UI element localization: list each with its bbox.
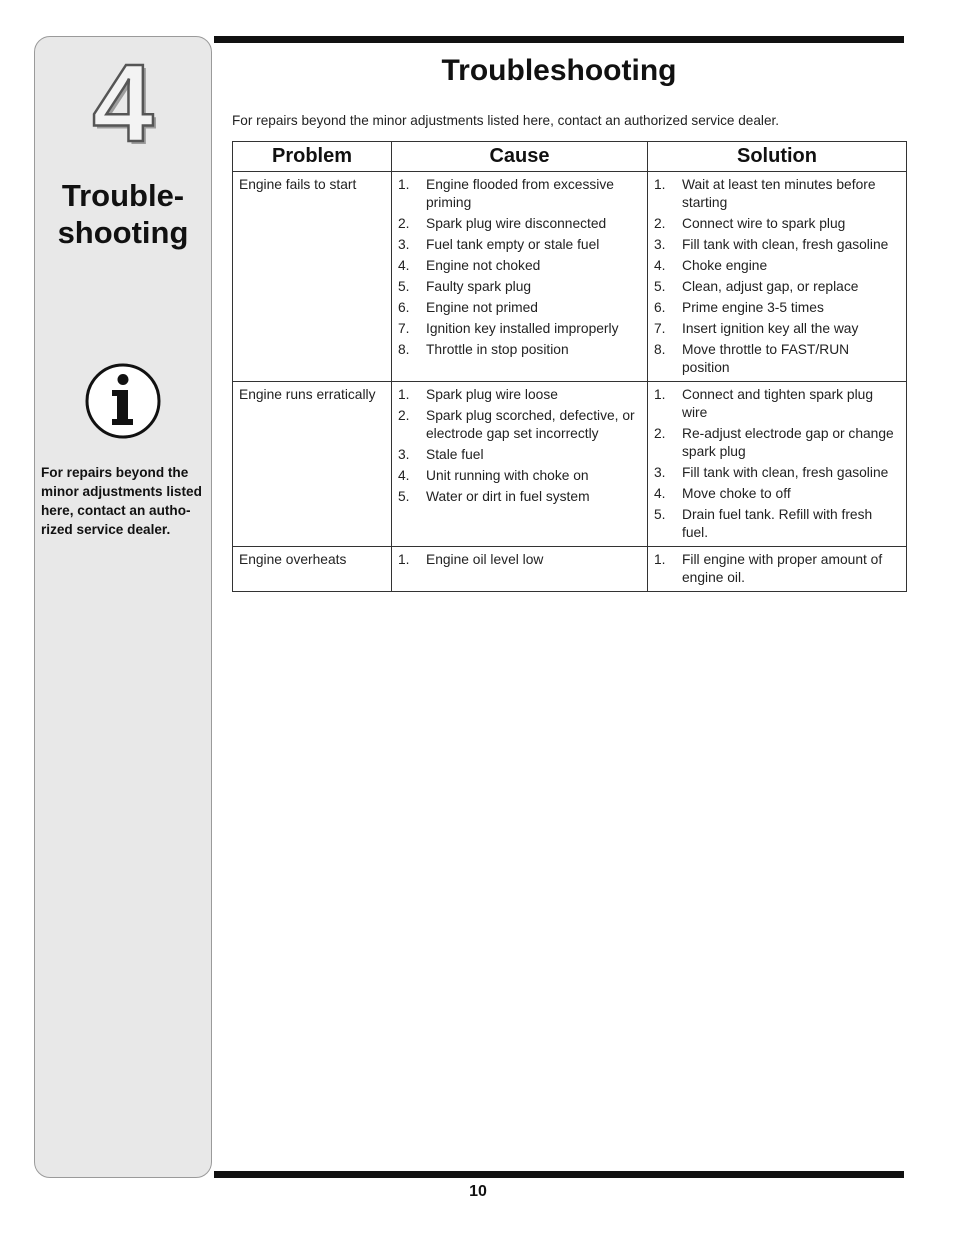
cause-item <box>398 446 641 464</box>
solution-cell <box>648 172 907 382</box>
cause-list <box>398 386 641 506</box>
solution-item-number: 1. <box>654 552 666 567</box>
cause-item-text: Spark plug wire loose <box>426 387 558 402</box>
cause-item-text: Engine flooded from excessive priming <box>426 177 614 210</box>
cause-item-number: 6. <box>398 300 410 315</box>
top-rule <box>214 36 904 43</box>
cause-item <box>398 467 641 485</box>
cause-item <box>398 341 641 359</box>
sidebar-title <box>35 177 211 251</box>
table-row <box>233 172 907 382</box>
cause-item-number: 4. <box>398 258 410 273</box>
solution-item <box>654 464 900 482</box>
solution-item-number: 2. <box>654 426 666 441</box>
cause-list <box>398 551 641 569</box>
cause-item-number: 8. <box>398 342 410 357</box>
solution-item-text: Clean, adjust gap, or replace <box>682 279 859 294</box>
solution-cell <box>648 382 907 547</box>
solution-item-number: 1. <box>654 177 666 192</box>
solution-item <box>654 257 900 275</box>
cause-item-text: Spark plug wire disconnected <box>426 216 607 231</box>
info-icon <box>85 363 161 439</box>
sidebar-title-line-1: Trouble- <box>61 178 185 213</box>
cause-item <box>398 407 641 443</box>
solution-item-text: Choke engine <box>682 258 768 273</box>
cause-item <box>398 176 641 212</box>
cause-cell <box>392 382 648 547</box>
cause-item <box>398 278 641 296</box>
solution-item-text: Move throttle to FAST/RUN position <box>682 342 850 375</box>
cause-cell <box>392 172 648 382</box>
solution-item <box>654 176 900 212</box>
solution-item-number: 3. <box>654 465 666 480</box>
solution-item <box>654 278 900 296</box>
cause-item <box>398 299 641 317</box>
cause-item <box>398 215 641 233</box>
solution-item-number: 5. <box>654 279 666 294</box>
cause-item-text: Throttle in stop position <box>426 342 569 357</box>
cause-item <box>398 386 641 404</box>
table-row <box>233 382 907 547</box>
sidebar-note-line: For repairs beyond the <box>41 465 189 480</box>
solution-item-text: Re-adjust electrode gap or change spark plug <box>682 426 894 459</box>
cause-item-number: 7. <box>398 321 410 336</box>
sidebar-note <box>41 463 205 539</box>
solution-item-number: 6. <box>654 300 666 315</box>
cause-item-number: 5. <box>398 489 410 504</box>
solution-item <box>654 485 900 503</box>
solution-item-text: Connect and tighten spark plug wire <box>682 387 873 420</box>
sidebar-note-line: here, contact an autho- <box>41 503 191 518</box>
problem-cell: Engine overheats <box>233 547 392 592</box>
header-problem: Problem <box>233 142 392 172</box>
cause-item <box>398 551 641 569</box>
solution-item <box>654 425 900 461</box>
cause-item-number: 1. <box>398 177 410 192</box>
solution-item <box>654 506 900 542</box>
header-solution: Solution <box>648 142 907 172</box>
solution-item <box>654 320 900 338</box>
solution-item-text: Fill tank with clean, fresh gasoline <box>682 237 889 252</box>
cause-item <box>398 488 641 506</box>
cause-list <box>398 176 641 359</box>
solution-item <box>654 386 900 422</box>
cause-item-number: 1. <box>398 387 410 402</box>
cause-item-number: 3. <box>398 237 410 252</box>
cause-item-text: Ignition key installed improperly <box>426 321 619 336</box>
solution-item <box>654 299 900 317</box>
cause-item-text: Stale fuel <box>426 447 484 462</box>
cause-item-number: 4. <box>398 468 410 483</box>
solution-list <box>654 551 900 587</box>
sidebar-title-line-2: shooting <box>57 215 189 250</box>
solution-item-text: Prime engine 3-5 times <box>682 300 824 315</box>
solution-item-number: 4. <box>654 486 666 501</box>
solution-item-text: Fill engine with proper amount of engine oil. <box>682 552 883 585</box>
problem-cell: Engine runs erratically <box>233 382 392 547</box>
solution-item-text: Drain fuel tank. Refill with fresh fuel. <box>682 507 873 540</box>
problem-cell: Engine fails to start <box>233 172 392 382</box>
solution-item-number: 2. <box>654 216 666 231</box>
solution-cell <box>648 547 907 592</box>
cause-item-number: 1. <box>398 552 410 567</box>
cause-item-number: 2. <box>398 408 410 423</box>
solution-item-number: 5. <box>654 507 666 522</box>
solution-item <box>654 236 900 254</box>
header-cause: Cause <box>392 142 648 172</box>
solution-list <box>654 386 900 542</box>
troubleshooting-table <box>232 141 907 592</box>
cause-item <box>398 236 641 254</box>
bottom-rule <box>214 1171 904 1178</box>
cause-item-number: 5. <box>398 279 410 294</box>
solution-item-number: 1. <box>654 387 666 402</box>
cause-item-text: Faulty spark plug <box>426 279 532 294</box>
solution-item-text: Connect wire to spark plug <box>682 216 846 231</box>
solution-item-text: Insert ignition key all the way <box>682 321 859 336</box>
cause-item-text: Fuel tank empty or stale fuel <box>426 237 600 252</box>
solution-item-text: Move choke to off <box>682 486 791 501</box>
solution-item-text: Fill tank with clean, fresh gasoline <box>682 465 889 480</box>
cause-item-number: 3. <box>398 447 410 462</box>
solution-item-number: 4. <box>654 258 666 273</box>
page-number: 10 <box>469 1183 487 1200</box>
solution-list <box>654 176 900 377</box>
solution-item <box>654 215 900 233</box>
table-row <box>233 547 907 592</box>
solution-item <box>654 551 900 587</box>
intro-text: For repairs beyond the minor adjustments listed here, contact an authorized service dealer. <box>232 113 780 128</box>
page-title: Troubleshooting <box>441 54 677 87</box>
cause-item-text: Engine not choked <box>426 258 541 273</box>
cause-item-text: Unit running with choke on <box>426 468 589 483</box>
cause-item-text: Engine oil level low <box>426 552 544 567</box>
solution-item-number: 8. <box>654 342 666 357</box>
sidebar-note-line: rized service dealer. <box>41 522 171 537</box>
cause-item <box>398 257 641 275</box>
chapter-number: 4 <box>92 42 154 165</box>
cause-item-text: Engine not primed <box>426 300 538 315</box>
solution-item <box>654 341 900 377</box>
chapter-sidebar <box>34 36 212 1178</box>
cause-item <box>398 320 641 338</box>
solution-item-number: 3. <box>654 237 666 252</box>
sidebar-note-line: minor adjustments listed <box>41 484 202 499</box>
cause-cell <box>392 547 648 592</box>
table-header-row <box>233 142 907 172</box>
cause-item-text: Water or dirt in fuel system <box>426 489 590 504</box>
cause-item-number: 2. <box>398 216 410 231</box>
solution-item-text: Wait at least ten minutes before starting <box>682 177 876 210</box>
cause-item-text: Spark plug scorched, defective, or electrode gap set incorrectly <box>426 408 635 441</box>
solution-item-number: 7. <box>654 321 666 336</box>
